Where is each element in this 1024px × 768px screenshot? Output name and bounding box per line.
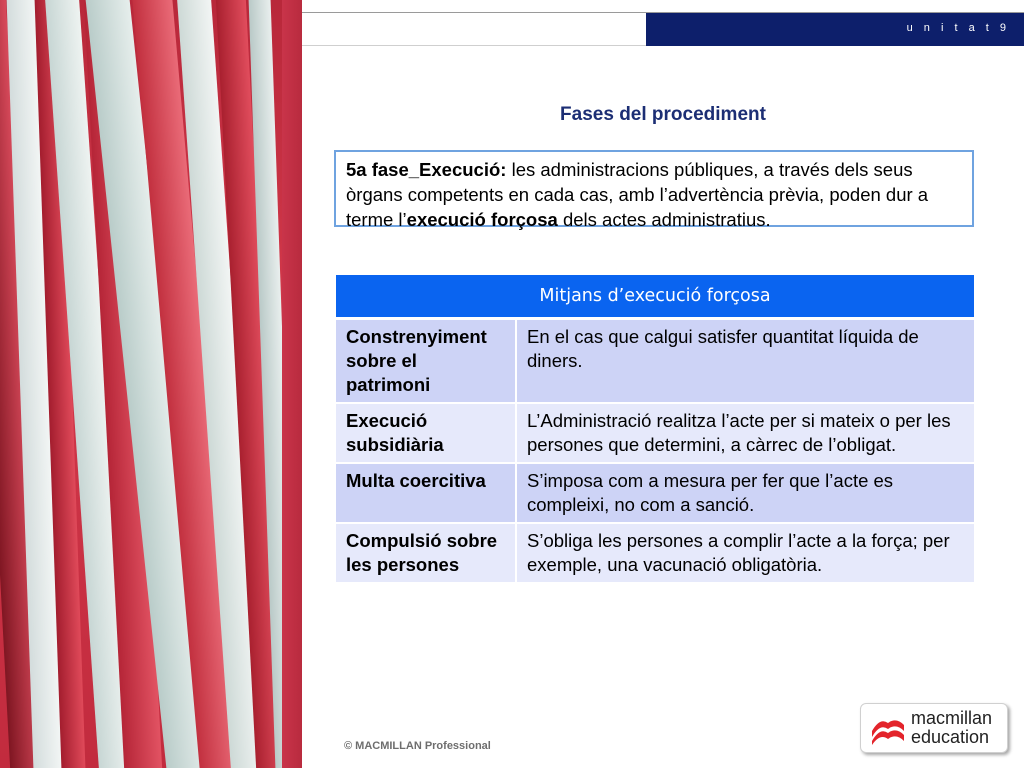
enforcement-means-table: [336, 275, 974, 584]
copyright-text: © MACMILLAN Professional: [344, 740, 491, 752]
table-row: [336, 463, 974, 523]
table-row-term: Compulsió sobre les persones: [336, 523, 516, 583]
unit-label: u n i t a t 9: [906, 22, 1010, 34]
folders-photo: [0, 0, 302, 768]
definition-text-1: les administracions públiques, a través dels seus òrgans competents en cada cas, amb l’advertència prèvia, poden dur a terme l’: [346, 159, 929, 230]
table-header-row: [336, 275, 974, 319]
definition-text-2: dels actes administratius.: [557, 209, 771, 230]
table-row-term: Multa coercitiva: [336, 463, 516, 523]
table-row: [336, 523, 974, 583]
table-row: [336, 403, 974, 463]
table-row-description: En el cas que calgui satisfer quantitat líquida de diners.: [516, 319, 974, 404]
table-row-term: Execució subsidiària: [336, 403, 516, 463]
header-unit-bar: [646, 13, 1024, 46]
table-row-description: S’obliga les persones a complir l’acte a la força; per exemple, una vacunació obligatòria.: [516, 523, 974, 583]
table-row-description: S’imposa com a mesura per fer que l’acte es compleixi, no com a sanció.: [516, 463, 974, 523]
table-row-term: Constrenyiment sobre el patrimoni: [336, 319, 516, 404]
table-row-description: L’Administració realitza l’acte per si mateix o per les persones que determini, a càrrec de l’obligat.: [516, 403, 974, 463]
header-white-bar: [302, 13, 646, 46]
definition-box: [334, 150, 974, 230]
definition-lead: 5a fase_Execució:: [346, 159, 507, 180]
page-title: Fases del procediment: [560, 104, 766, 125]
logo-line-2: education: [911, 727, 990, 747]
table-row: [336, 319, 974, 404]
macmillan-logo-icon: [870, 711, 908, 745]
table-header: Mitjans d’execució forçosa: [336, 275, 974, 319]
logo-line-1: macmillan: [911, 708, 993, 728]
macmillan-education-logo: [860, 703, 1008, 753]
definition-emphasis: execució forçosa: [406, 209, 558, 230]
